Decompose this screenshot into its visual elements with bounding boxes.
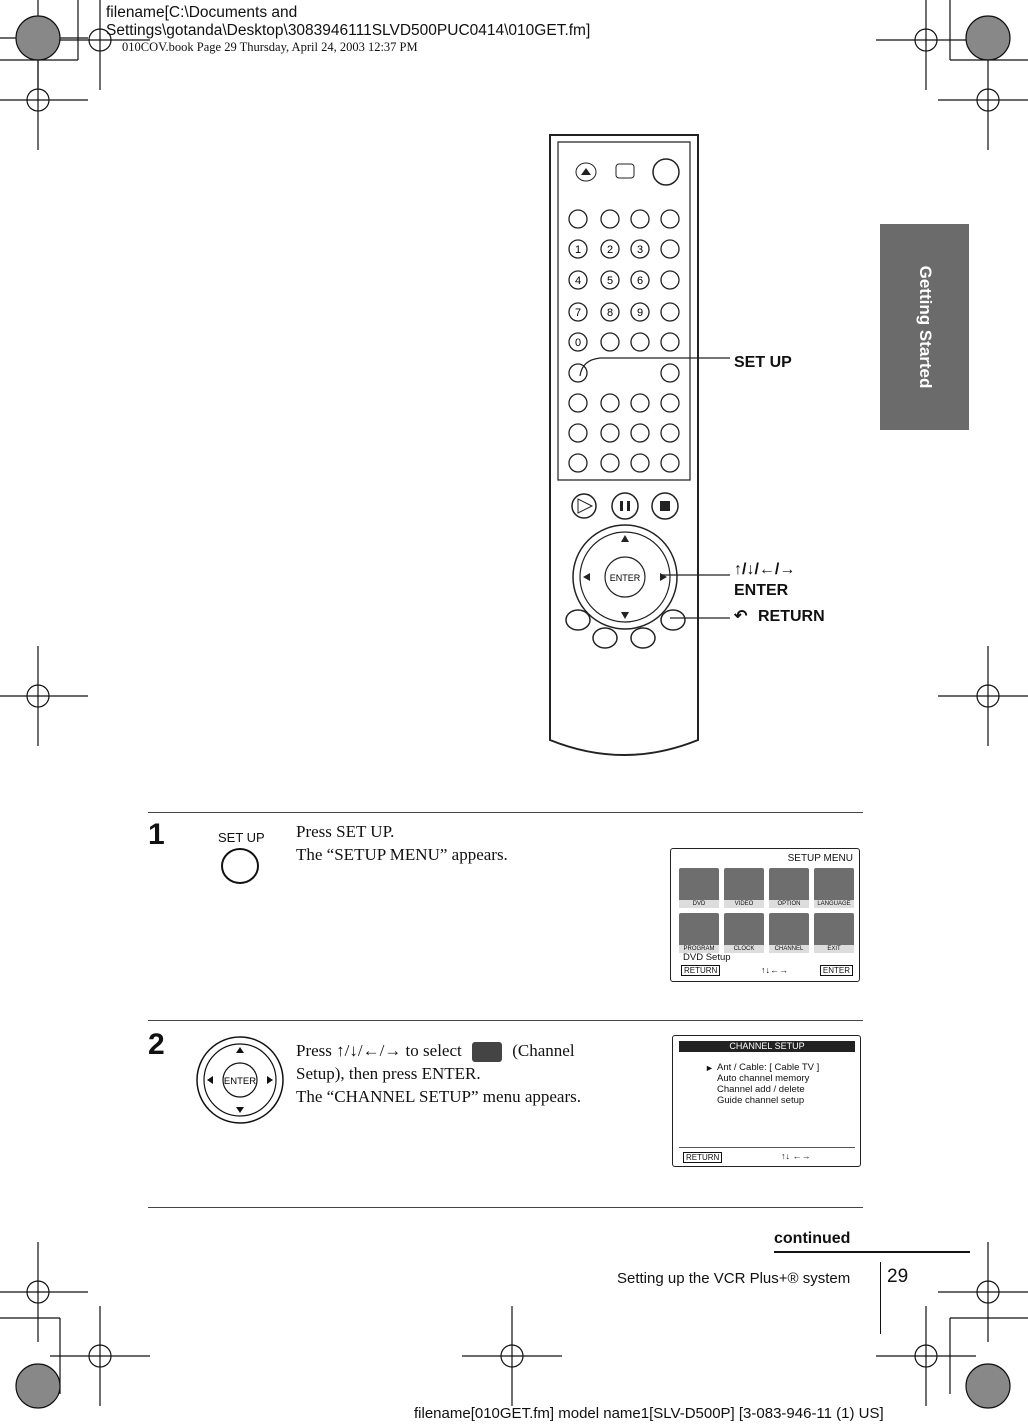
svg-text:0: 0 bbox=[574, 337, 582, 349]
setup-menu-icon-dvd: DVD bbox=[679, 868, 719, 908]
svg-text:3: 3 bbox=[636, 244, 644, 256]
channel-setup-title: CHANNEL SETUP bbox=[679, 1041, 855, 1052]
setup-menu-icon-video: VIDEO bbox=[724, 868, 764, 908]
step-number: 1 bbox=[148, 818, 165, 851]
return-indicator: RETURN bbox=[683, 1152, 722, 1163]
svg-text:ENTER: ENTER bbox=[223, 1076, 257, 1087]
callout-return: ↶ RETURN bbox=[734, 608, 825, 625]
setup-menu-icon-exit: EXIT bbox=[814, 913, 854, 953]
setup-menu-icon-language: LANGUAGE bbox=[814, 868, 854, 908]
svg-text:5: 5 bbox=[606, 275, 614, 287]
page-number: 29 bbox=[887, 1266, 909, 1287]
selection-cursor-icon: ► bbox=[705, 1063, 714, 1073]
channel-setup-item: Auto channel memory bbox=[717, 1073, 810, 1084]
channel-setup-screen bbox=[672, 1035, 861, 1167]
svg-text:7: 7 bbox=[574, 307, 582, 319]
step1-text: Press SET UP. The “SETUP MENU” appears. bbox=[296, 822, 508, 864]
model-filename: filename[010GET.fm] model name1[SLV-D500P] [3-083-946-11 (1) US] bbox=[414, 1405, 884, 1422]
setup-menu-icon-option: OPTION bbox=[769, 868, 809, 908]
setup-menu-icon-clock: CLOCK bbox=[724, 913, 764, 953]
setup-button-icon bbox=[218, 846, 262, 886]
svg-text:6: 6 bbox=[636, 275, 644, 287]
svg-text:1: 1 bbox=[574, 244, 582, 256]
return-indicator: RETURN bbox=[681, 965, 720, 976]
svg-text:ENTER: ENTER bbox=[609, 573, 641, 583]
step2-text: Press ↑/↓/←/→ to select (Channel Setup), then press ENTER. The “CHANNEL SETUP” menu appears. bbox=[296, 1041, 581, 1107]
arrows-indicator: ↑↓←→ bbox=[761, 965, 788, 975]
setup-menu-icon-channel: CHANNEL bbox=[769, 913, 809, 953]
channel-setup-item: Channel add / delete bbox=[717, 1084, 805, 1095]
callout-lines bbox=[570, 350, 740, 630]
footer-rule bbox=[774, 1251, 970, 1253]
setup-menu-title: SETUP MENU bbox=[787, 853, 853, 864]
step-divider bbox=[148, 812, 863, 813]
step-divider bbox=[148, 1207, 863, 1208]
channel-setup-item: Ant / Cable: [ Cable TV ] bbox=[717, 1062, 820, 1073]
callout-arrows: ↑/↓/←/→ bbox=[734, 561, 796, 578]
continued-label: continued bbox=[774, 1230, 851, 1247]
header-filename: filename[C:\Documents and Settings\gotanda\Desktop\3083946111SLVD500PUC0414\010GET.fm] bbox=[106, 4, 591, 39]
side-tab-getting-started: Getting Started bbox=[880, 224, 969, 430]
callout-setup: SET UP bbox=[734, 354, 792, 371]
enter-indicator: ENTER bbox=[820, 965, 853, 976]
header-book-info: 010COV.book Page 29 Thursday, April 24, 2003 12:37 PM bbox=[122, 40, 418, 54]
svg-text:4: 4 bbox=[574, 275, 582, 287]
arrows-indicator: ↑↓ ←→ bbox=[781, 1151, 811, 1161]
channel-setup-item: Guide channel setup bbox=[717, 1095, 805, 1106]
setup-menu-icon-program: PROGRAM bbox=[679, 913, 719, 953]
enter-pad-icon bbox=[194, 1034, 286, 1126]
channel-setup-items bbox=[717, 1062, 819, 1106]
setup-key-label: SET UP bbox=[218, 830, 265, 845]
section-title: Setting up the VCR Plus+® system bbox=[617, 1270, 851, 1287]
return-icon: ↶ bbox=[734, 608, 748, 625]
step-number: 2 bbox=[148, 1028, 165, 1061]
svg-text:9: 9 bbox=[636, 307, 644, 319]
setup-menu-status: DVD Setup bbox=[683, 952, 731, 963]
svg-text:2: 2 bbox=[606, 244, 614, 256]
svg-text:8: 8 bbox=[606, 307, 614, 319]
footer-divider bbox=[880, 1262, 881, 1334]
setup-menu-screen bbox=[670, 848, 860, 982]
channel-icon bbox=[472, 1042, 502, 1062]
step-divider bbox=[148, 1020, 863, 1021]
callout-enter: ENTER bbox=[734, 582, 789, 599]
